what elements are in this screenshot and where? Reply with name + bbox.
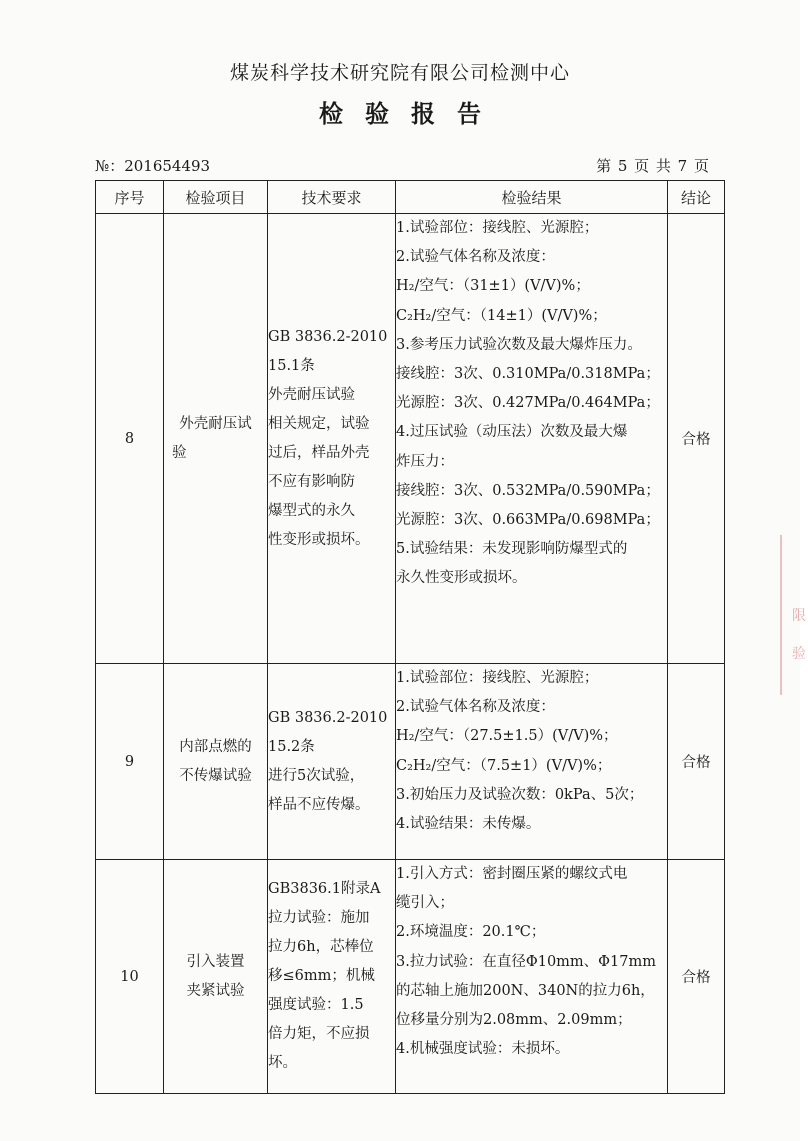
- conclusion: 合格: [668, 664, 725, 860]
- header-no: 序号: [96, 181, 164, 214]
- stamp-char: 限: [792, 608, 806, 624]
- conclusion: 合格: [668, 214, 725, 664]
- row-number: 8: [96, 214, 164, 664]
- table-row: [96, 664, 725, 860]
- header-conclusion: 结论: [668, 181, 725, 214]
- test-item: 引入装置 夹紧试验: [164, 860, 268, 1094]
- test-result: 1.试验部位：接线腔、光源腔； 2.试验气体名称及浓度： H₂/空气：（31±1）(V/V)%； C₂H₂/空气：（14±1）(V/V)%； 3.参考压力试验次数及最大爆炸压力。 接线腔：3次、0.310MPa/0.318MPa； 光源腔：3次、0.427MPa/0.464MPa； 4.过压试验（动压法）次数及最大爆 炸压力： 接线腔：3次、0.532MPa/0.590MPa； 光源腔：3次、0.663MPa/0.698MPa； 5.试验结果：未发现影响防爆型式的 永久性变形或损坏。: [396, 214, 668, 664]
- table-row: [96, 214, 725, 664]
- header-item: 检验项目: [164, 181, 268, 214]
- test-result: 1.试验部位：接线腔、光源腔； 2.试验气体名称及浓度： H₂/空气：（27.5±1.5）(V/V)%； C₂H₂/空气：（7.5±1）(V/V)%； 3.初始压力及试验次数：0kPa、5次； 4.试验结果：未传爆。: [396, 664, 668, 860]
- page-indicator: 第 5 页 共 7 页: [596, 157, 710, 175]
- technical-requirement: GB3836.1附录A 拉力试验：施加 拉力6h，芯棒位 移≤6mm；机械 强度试验：1.5 倍力矩，不应损 坏。: [268, 860, 396, 1094]
- table-row: [96, 860, 725, 1094]
- row-number: 9: [96, 664, 164, 860]
- test-result: 1.引入方式：密封圈压紧的螺纹式电 缆引入； 2.环境温度：20.1℃； 3.拉力试验：在直径Φ10mm、Φ17mm 的芯轴上施加200N、340N的拉力6h， 位移量分别为2.08mm、2.09mm； 4.机械强度试验：未损坏。: [396, 860, 668, 1094]
- report-number-label: №：: [95, 157, 125, 175]
- test-item: 外壳耐压试 验: [164, 214, 268, 664]
- row-number: 10: [96, 860, 164, 1094]
- technical-requirement: GB 3836.2-2010 15.2条 进行5次试验， 样品不应传爆。: [268, 664, 396, 860]
- table-header-row: [96, 181, 725, 214]
- conclusion: 合格: [668, 860, 725, 1094]
- stamp-char: 验: [792, 646, 806, 662]
- report-number-value: 201654493: [124, 157, 211, 175]
- test-item: 内部点燃的 不传爆试验: [164, 664, 268, 860]
- header-requirement: 技术要求: [268, 181, 396, 214]
- organization-name: 煤炭科学技术研究院有限公司检测中心: [229, 62, 570, 84]
- report-number: [95, 155, 210, 176]
- header-result: 检验结果: [396, 181, 668, 214]
- report-title: 检验报告: [319, 99, 503, 128]
- technical-requirement: GB 3836.2-2010 15.1条 外壳耐压试验 相关规定，试验 过后，样品外壳 不应有影响防 爆型式的永久 性变形或损坏。: [268, 214, 396, 664]
- seal-stamp-edge: [780, 535, 808, 695]
- inspection-table: [95, 180, 725, 1094]
